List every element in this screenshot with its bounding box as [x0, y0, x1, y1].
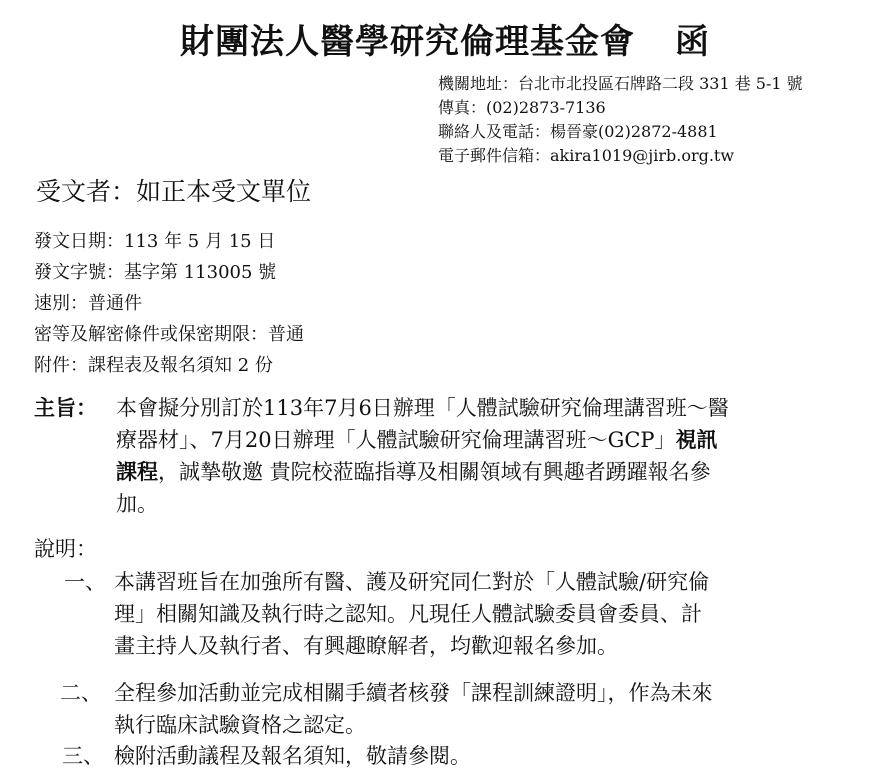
description-item-1-line-1 — [64, 566, 709, 598]
description-item-number: 三、 — [62, 744, 104, 768]
subject-line-1: 本會擬分別訂於113年7月6日辦理「人體試驗研究倫理講習班～醫 — [116, 396, 729, 420]
subject-line-2-text: 療器材」、7月20日辦理「人體試驗研究倫理講習班～GCP」 — [116, 428, 676, 452]
description-item-text: 本講習班旨在加強所有醫、護及研究同仁對於「人體試驗/研究倫 — [114, 570, 710, 594]
subject-line-2 — [116, 424, 718, 456]
org-contact-person: 聯絡人及電話：楊晉豪(02)2872-4881 — [438, 122, 718, 141]
subject-line-3 — [116, 456, 711, 488]
description-item-number: 二、 — [60, 681, 102, 705]
description-label: 說明： — [34, 537, 97, 561]
subject-line-3-text: ，誠摯敬邀 貴院校蒞臨指導及相關領域有興趣者踴躍報名參 — [158, 460, 711, 484]
description-item-text: 全程參加活動並完成相關手續者核發「課程訓練證明」，作為未來 — [114, 681, 713, 705]
organization-name: 財團法人醫學研究倫理基金會 — [180, 22, 635, 62]
description-item-2-line-1 — [60, 677, 713, 709]
document-number: 發文字號：基字第 113005 號 — [34, 262, 277, 283]
letter-title — [0, 14, 890, 63]
subject-label: 主旨： — [34, 395, 97, 420]
subject-line-3-emphasis: 課程 — [116, 459, 158, 484]
description-item-1-line-3: 畫主持人及執行者、有興趣瞭解者，均歡迎報名參加。 — [114, 634, 618, 658]
description-item-3 — [62, 740, 471, 772]
description-item-1 — [64, 566, 709, 662]
subject-line-2-emphasis: 視訊 — [675, 427, 718, 452]
issue-date: 發文日期：113 年 5 月 15 日 — [34, 231, 276, 252]
organization-contact-block — [438, 72, 803, 168]
description-item-text: 檢附活動議程及報名須知，敬請參閱。 — [114, 744, 471, 768]
delivery-speed: 速別：普通件 — [34, 293, 142, 314]
subject-line-4: 加。 — [116, 492, 158, 516]
description-item-2 — [60, 677, 713, 741]
description-item-3-line-1 — [62, 740, 471, 772]
recipient: 受文者：如正本受文單位 — [36, 177, 312, 206]
document-metadata — [34, 226, 304, 381]
description-item-1-line-2: 理」相關知識及執行時之認知。凡現任人體試驗委員會委員、計 — [114, 602, 702, 626]
letter-type: 函 — [675, 22, 710, 62]
description-item-number: 一、 — [64, 570, 106, 594]
org-email: 電子郵件信箱：akira1019@jirb.org.tw — [438, 146, 735, 165]
security-level: 密等及解密條件或保密期限：普通 — [34, 324, 304, 345]
attachments: 附件：課程表及報名須知 2 份 — [34, 355, 273, 376]
description-item-2-line-2: 執行臨床試驗資格之認定。 — [114, 713, 366, 737]
org-fax: 傳真：(02)2873-7136 — [438, 98, 606, 117]
org-address: 機關地址：台北市北投區石牌路二段 331 巷 5-1 號 — [438, 74, 803, 93]
